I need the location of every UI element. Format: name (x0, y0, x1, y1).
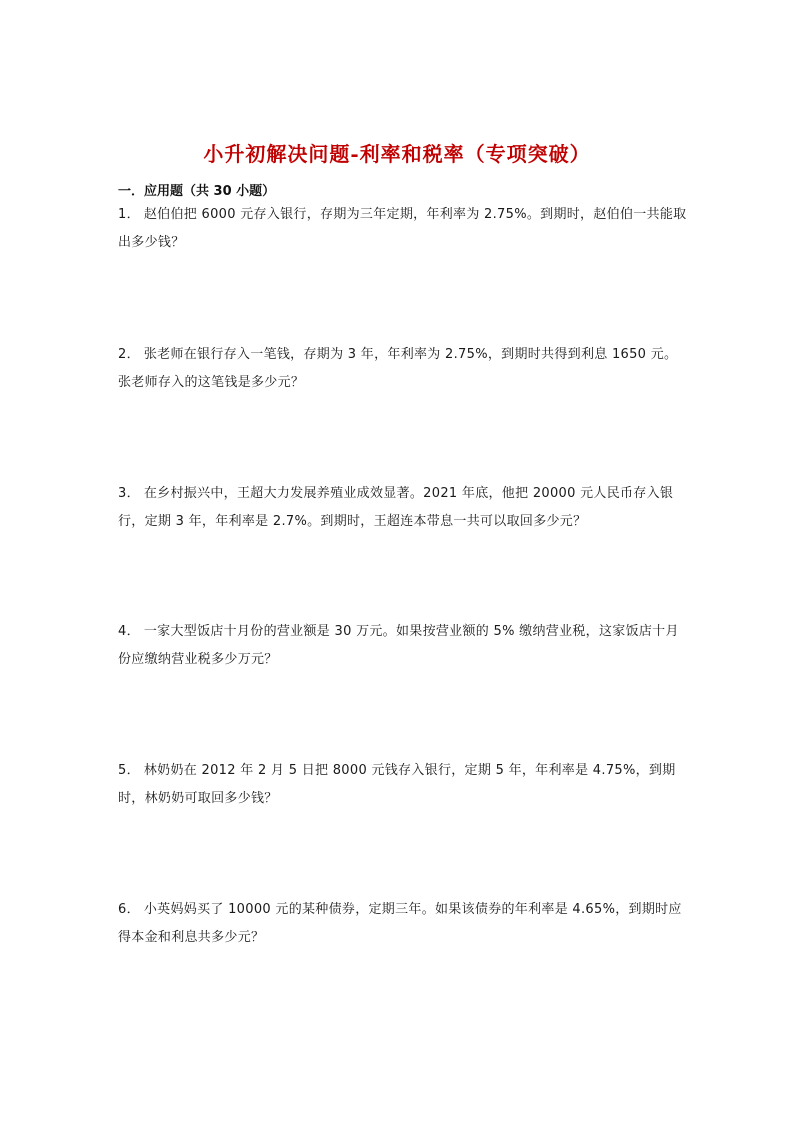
section-heading: 一．应用题（共 30 小题） (118, 184, 276, 199)
question-number: 1． (118, 207, 140, 222)
question-text: 小英妈妈买了 10000 元的某种债券，定期三年。如果该债券的年利率是 4.65%，到期时应得本金和利息共多少元？ (118, 902, 682, 945)
question-1 (118, 201, 688, 257)
question-number: 6． (118, 902, 140, 917)
question-text: 林奶奶在 2012 年 2 月 5 日把 8000 元钱存入银行，定期 5 年，年利率是 4.75%，到期时，林奶奶可取回多少钱？ (118, 763, 676, 806)
question-2 (118, 341, 688, 397)
question-4 (118, 618, 688, 674)
question-text: 张老师在银行存入一笔钱，存期为 3 年，年利率为 2.75%，到期时共得到利息 1650 元。张老师存入的这笔钱是多少元？ (118, 347, 678, 390)
question-number: 2． (118, 347, 140, 362)
question-number: 5． (118, 763, 140, 778)
question-6 (118, 896, 688, 952)
document-title: 小升初解决问题-利率和税率（专项突破） (203, 142, 591, 166)
question-text: 在乡村振兴中，王超大力发展养殖业成效显著。2021 年底，他把 20000 元人民币存入银行，定期 3 年，年利率是 2.7%。到期时，王超连本带息一共可以取回多少元？ (118, 486, 674, 529)
question-number: 3． (118, 486, 140, 501)
question-text: 赵伯伯把 6000 元存入银行，存期为三年定期，年利率为 2.75%。到期时，赵伯伯一共能取出多少钱？ (118, 207, 687, 250)
question-text: 一家大型饭店十月份的营业额是 30 万元。如果按营业额的 5% 缴纳营业税，这家饭店十月份应缴纳营业税多少万元？ (118, 624, 679, 667)
question-number: 4． (118, 624, 140, 639)
question-3 (118, 480, 688, 536)
question-5 (118, 757, 688, 813)
